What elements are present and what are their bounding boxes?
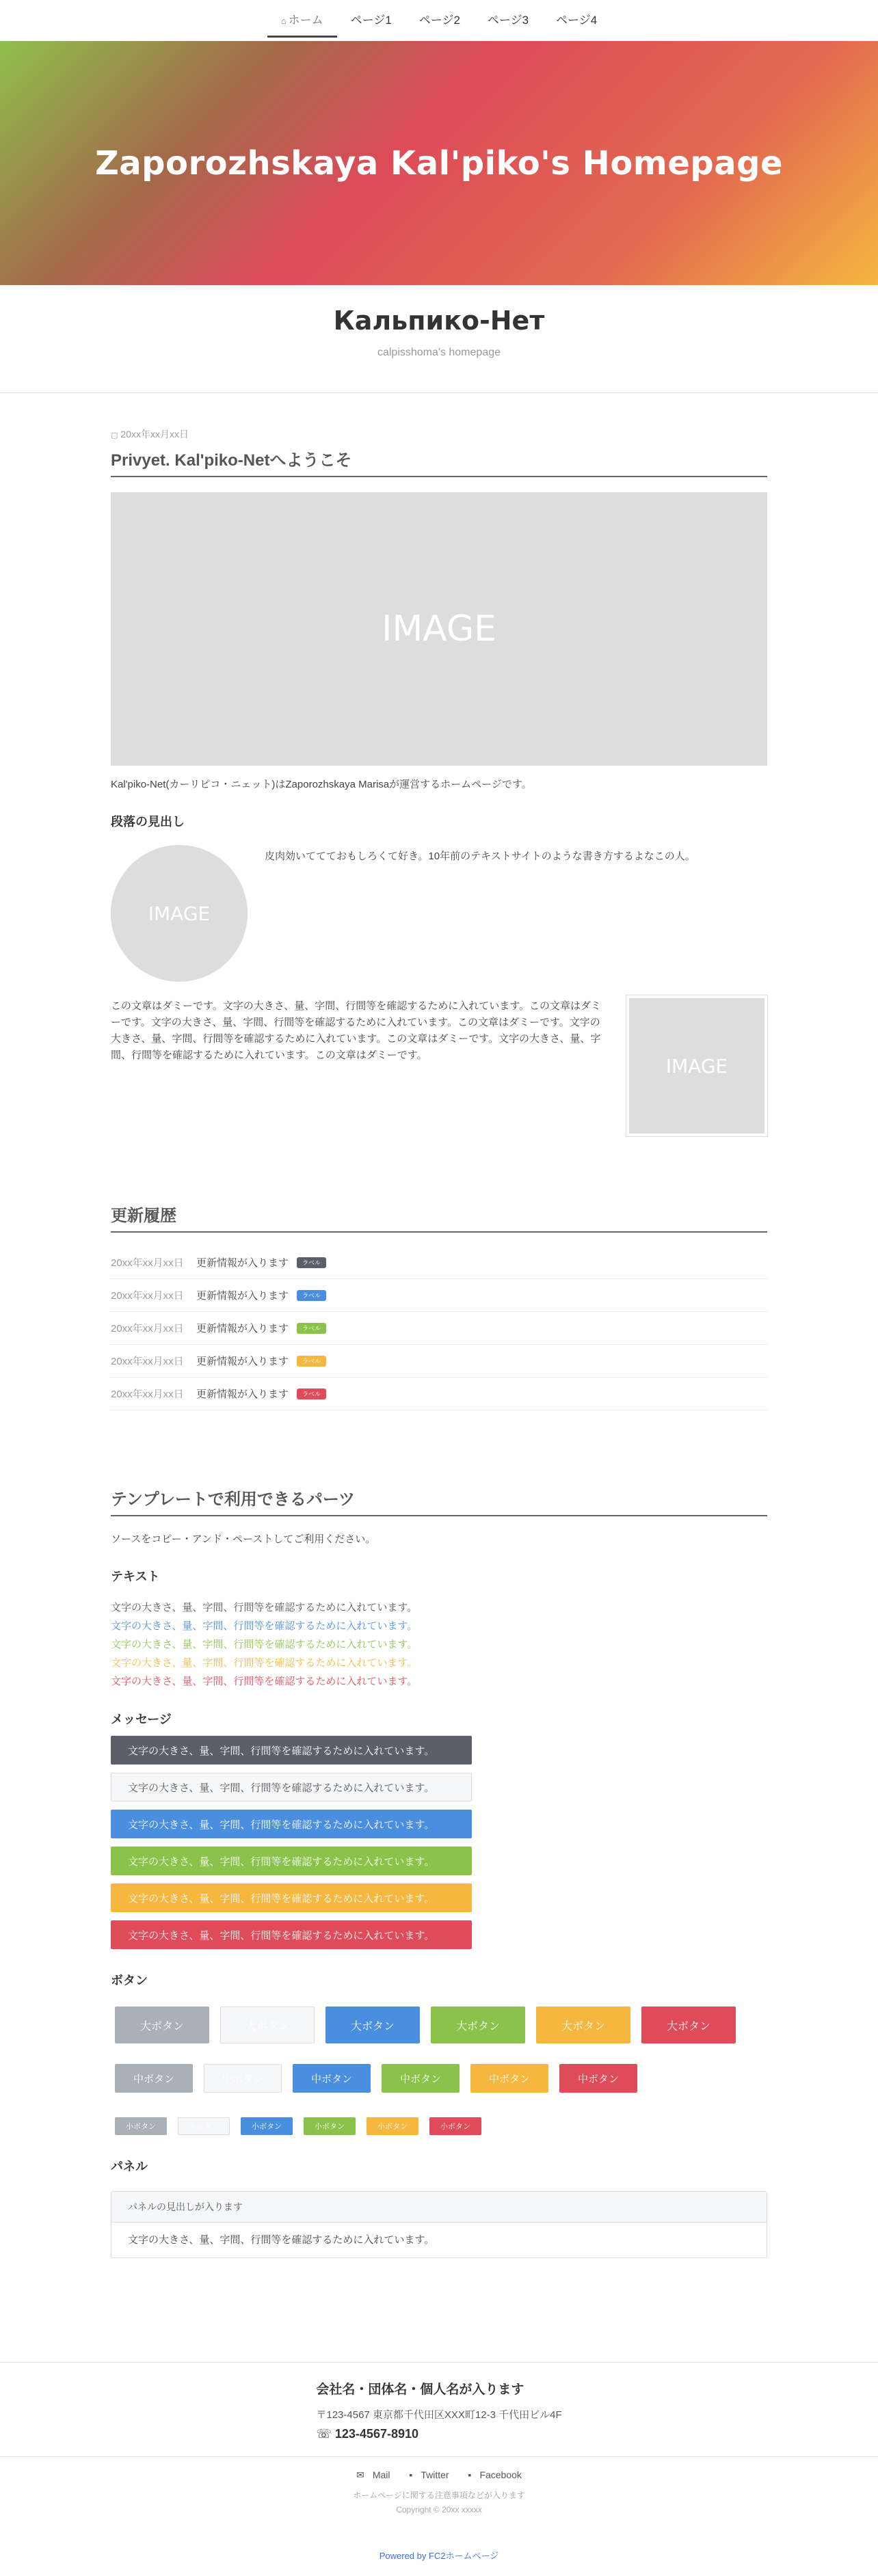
copyright: Copyright © 20xx xxxxx [396,2505,482,2514]
message-samples [111,1736,767,1949]
medium-button[interactable]: 中ボタン [115,2064,193,2093]
twitter-icon: ▪ [409,2469,413,2480]
paragraph-heading: 段落の見出し [111,815,185,829]
medium-button[interactable]: 中ボタン [382,2064,460,2093]
text-heading: テキスト [111,1570,160,1583]
nav-item-page1[interactable]: ページ1 [350,14,392,27]
large-button[interactable]: 大ボタン [431,2007,525,2043]
hero-banner [0,41,878,285]
text-sample: 文字の大きさ、量、字間、行間等を確認するために入れています。 [111,1657,418,1669]
site-header [0,285,878,393]
circle-image-text: 皮肉効いててておもしろくて好き。10年前のテキストサイトのような書き方するよなこの人。 [265,850,695,862]
history-text[interactable]: 更新情報が入ります [196,1257,289,1269]
history-date: 20xx年xx月xx日 [111,1323,184,1334]
small-button[interactable]: 小ボタン [304,2117,356,2135]
home-icon: ⌂ [280,16,287,26]
text-sample: 文字の大きさ、量、字間、行間等を確認するために入れています。 [111,1602,418,1613]
article-intro: Kal'piko-Net(カーリピコ・ニェット)はZaporozhskaya Marisaが運営するホームページです。 [111,779,532,790]
dummy-text: この文章はダミーです。文字の大きさ、量、字間、行間等を確認するために入れています。この文章はダミーです。文字の大きさ、量、字間、行間等を確認するために入れています。この文章はダミーです。文字の大きさ、量、字間、行間等を確認するために入れています。この文章はダミーです。文字の大きさ、量、字間、行間等を確認するために入れています。この文章はダミーです。 [111,1000,602,1061]
message-box: 文字の大きさ、量、字間、行間等を確認するために入れています。 [111,1773,472,1801]
large-button[interactable]: 大ボタン [220,2007,315,2043]
circle-image-placeholder: IMAGE [111,845,248,982]
history-text[interactable]: 更新情報が入ります [196,1356,289,1367]
parts-intro: ソースをコピー・アンド・ペーストしてご利用ください。 [111,1533,376,1545]
message-box: 文字の大きさ、量、字間、行間等を確認するために入れています。 [111,1920,472,1949]
nav-item-page4[interactable]: ページ4 [556,14,598,27]
facebook-link[interactable] [464,2469,525,2480]
history-row [111,1246,767,1279]
message-box: 文字の大きさ、量、字間、行間等を確認するために入れています。 [111,1736,472,1765]
text-sample: 文字の大きさ、量、字間、行間等を確認するために入れています。 [111,1620,418,1632]
small-button[interactable]: 小ボタン [429,2117,481,2135]
image-placeholder: IMAGE [111,492,767,766]
company-name: 会社名・団体名・個人名が入ります [316,2383,524,2397]
footer [0,2362,878,2562]
history-text[interactable]: 更新情報が入ります [196,1323,289,1334]
medium-button[interactable]: 中ボタン [293,2064,371,2093]
history-heading: 更新履歴 [111,1202,767,1233]
twitter-link[interactable] [405,2469,453,2480]
label-badge: ラベル [297,1356,326,1367]
history-date: 20xx年xx月xx日 [111,1388,184,1400]
label-badge: ラベル [297,1388,326,1399]
mail-icon: ✉ [356,2469,364,2480]
medium-button[interactable]: 中ボタン [559,2064,637,2093]
history-date: 20xx年xx月xx日 [111,1290,184,1302]
company-tel [316,2427,561,2441]
history-row [111,1312,767,1345]
small-button[interactable]: 小ボタン [367,2117,418,2135]
nav-item-page3[interactable]: ページ3 [487,14,529,27]
site-subtitle: calpisshoma's homepage [377,347,501,358]
panel-heading: パネル [111,2160,148,2173]
article-date-text: 20xx年xx月xx日 [120,429,189,440]
facebook-icon: ▪ [468,2469,472,2480]
site-title: Кальпико-Нет [333,306,545,336]
text-sample: 文字の大きさ、量、字間、行間等を確認するために入れています。 [111,1676,418,1687]
panel-body: 文字の大きさ、量、字間、行間等を確認するために入れています。 [128,2234,435,2246]
company-address: 〒123-4567 東京都千代田区XXX町12-3 千代田ビル4F [316,2409,562,2421]
message-box: 文字の大きさ、量、字間、行間等を確認するために入れています。 [111,1883,472,1912]
powered-by-link[interactable]: Powered by FC2ホームページ [379,2551,499,2561]
small-button[interactable]: 小ボタン [241,2117,293,2135]
top-nav [0,0,878,41]
small-button-row [111,2117,767,2135]
history-date: 20xx年xx月xx日 [111,1257,184,1269]
panel [111,2191,767,2258]
nav-item-home[interactable] [267,3,337,38]
article-date [111,427,767,441]
square-image-row [111,995,767,1136]
history-row [111,1345,767,1378]
message-box: 文字の大きさ、量、字間、行間等を確認するために入れています。 [111,1810,472,1838]
parts-heading: テンプレートで利用できるパーツ [111,1486,767,1516]
text-samples [111,1598,767,1691]
history-text[interactable]: 更新情報が入ります [196,1388,289,1400]
large-button-row [111,2007,767,2043]
medium-button-row [111,2064,767,2093]
phone-icon: ☏ [316,2427,332,2441]
label-badge: ラベル [297,1290,326,1301]
hero-title: Zaporozhskaya Kal'piko's Homepage [94,144,784,183]
company-info [0,2379,878,2441]
large-button[interactable]: 大ボタン [536,2007,630,2043]
facebook-link-label: Facebook [479,2469,522,2480]
calendar-icon: ▢ [111,431,118,440]
footer-note: ホームページに関する注意事項などが入ります [353,2491,525,2500]
history-row [111,1378,767,1410]
message-heading: メッセージ [111,1713,172,1726]
text-sample: 文字の大きさ、量、字間、行間等を確認するために入れています。 [111,1639,418,1650]
label-badge: ラベル [297,1257,326,1268]
button-heading: ボタン [111,1974,148,1987]
history-text[interactable]: 更新情報が入ります [196,1290,289,1302]
update-history [111,1202,767,1410]
square-image-placeholder: IMAGE [626,995,767,1136]
mail-link-label: Mail [372,2469,390,2480]
nav-item-page2[interactable]: ページ2 [418,14,460,27]
large-button[interactable]: 大ボタン [115,2007,209,2043]
small-button[interactable]: 小ボタン [115,2117,167,2135]
history-date: 20xx年xx月xx日 [111,1356,184,1367]
large-button[interactable]: 大ボタン [325,2007,420,2043]
article [111,393,767,1136]
label-badge: ラベル [297,1323,326,1334]
medium-button[interactable]: 中ボタン [470,2064,548,2093]
large-button[interactable]: 大ボタン [641,2007,736,2043]
company-tel-text: 123-4567-8910 [334,2427,418,2441]
medium-button[interactable]: 中ボタン [204,2064,282,2093]
panel-title: パネルの見出しが入ります [111,2192,767,2223]
circle-image-row [111,845,767,982]
message-box: 文字の大きさ、量、字間、行間等を確認するために入れています。 [111,1847,472,1875]
template-parts [111,1486,767,2258]
twitter-link-label: Twitter [421,2469,449,2480]
small-button[interactable]: 小ボタン [178,2117,230,2135]
nav-item-label: ホーム [288,14,323,27]
history-row [111,1279,767,1312]
article-heading: Privyet. Kal'piko-Netへようこそ [111,446,767,477]
history-list [111,1246,767,1410]
social-links [0,2456,878,2481]
mail-link[interactable] [352,2469,394,2480]
